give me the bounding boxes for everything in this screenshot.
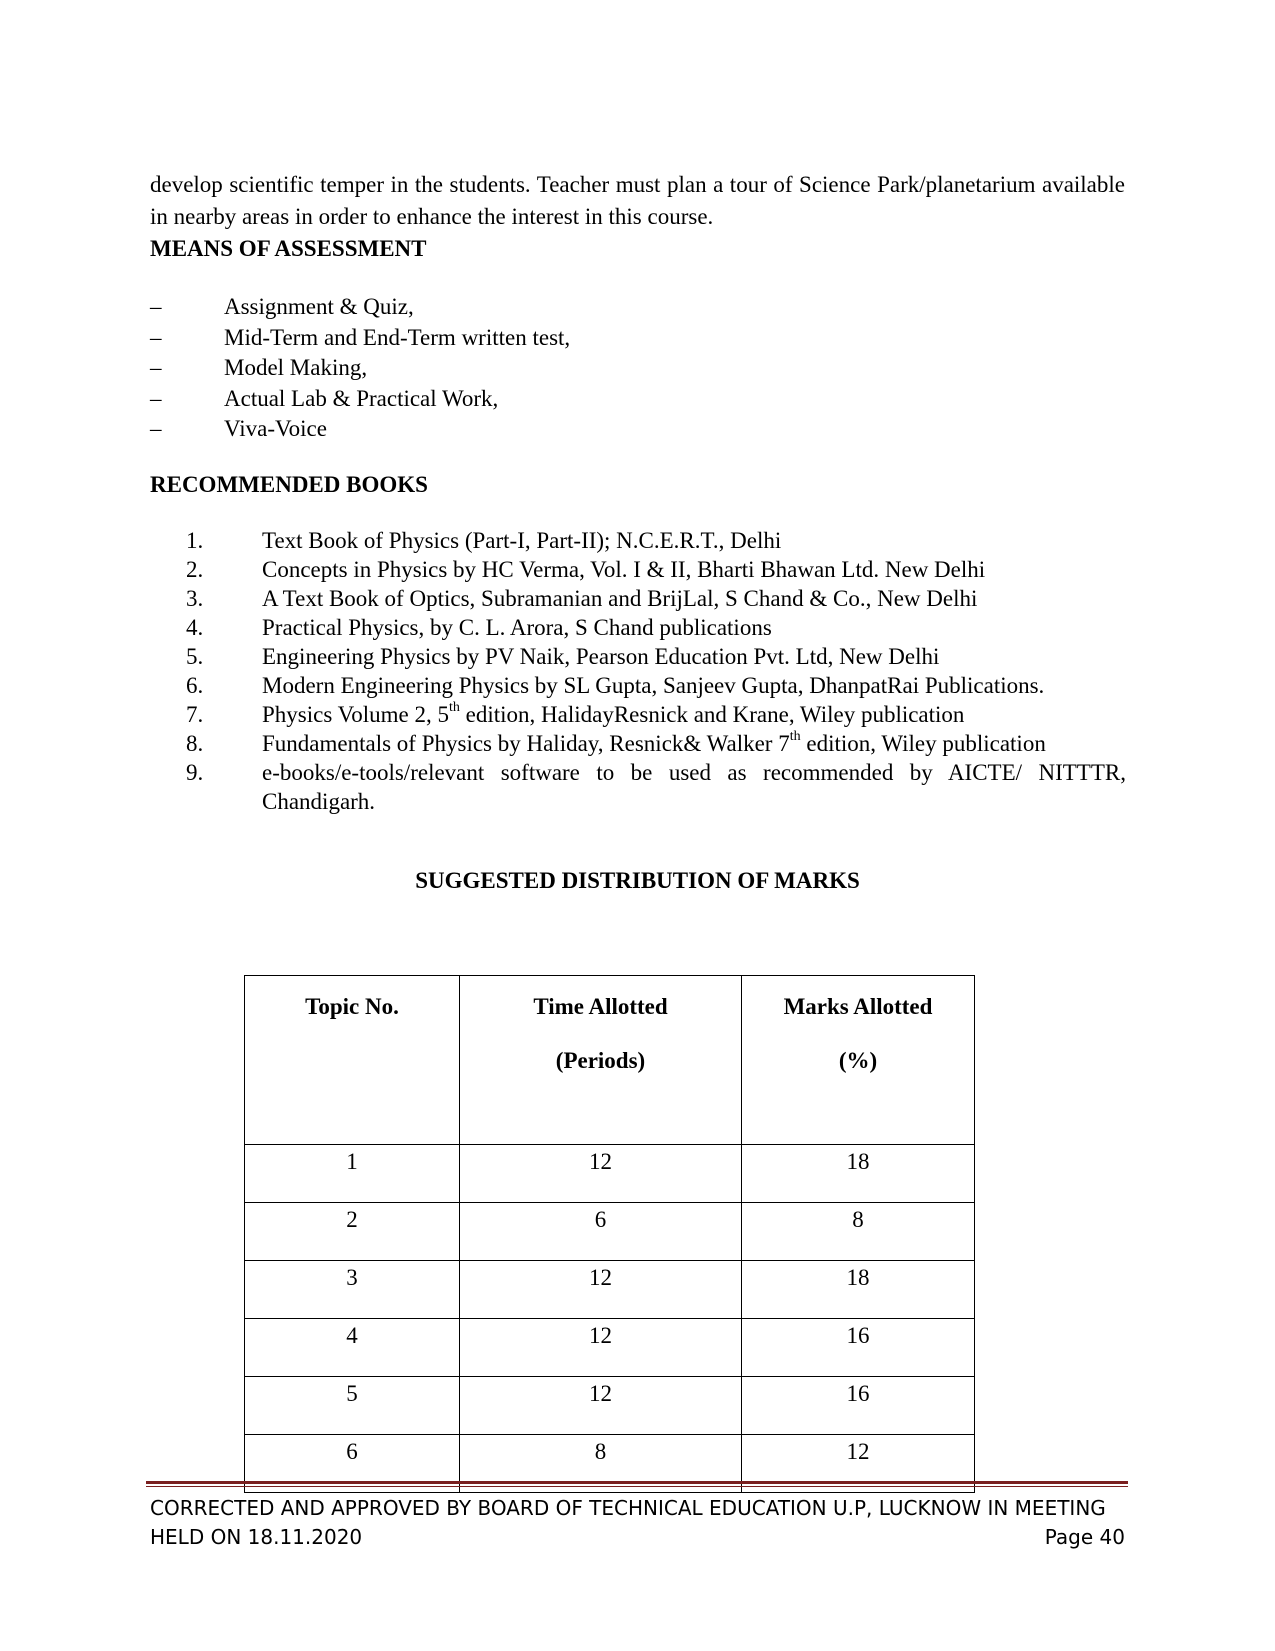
books-list bbox=[186, 526, 1126, 816]
table-cell: 2 bbox=[245, 1203, 460, 1261]
book-item bbox=[186, 671, 1126, 700]
header-topic-no bbox=[245, 976, 460, 1145]
table-row bbox=[245, 1319, 975, 1377]
dash-bullet: – bbox=[150, 324, 162, 350]
header-line: Time Allotted bbox=[533, 994, 668, 1019]
dash-bullet: – bbox=[150, 416, 162, 441]
book-item bbox=[186, 526, 1126, 555]
footer-divider bbox=[146, 1481, 1128, 1487]
list-item-text: Model Making, bbox=[224, 355, 368, 380]
book-number: 4. bbox=[186, 615, 204, 640]
book-text bbox=[262, 729, 1126, 758]
marks-table bbox=[244, 975, 975, 1493]
table-cell: 16 bbox=[742, 1377, 975, 1435]
list-item-text: Viva-Voice bbox=[224, 416, 327, 441]
header-time-allotted bbox=[460, 976, 742, 1145]
book-number: 3. bbox=[186, 586, 204, 611]
marks-heading: SUGGESTED DISTRIBUTION OF MARKS bbox=[415, 868, 860, 893]
book-item bbox=[186, 729, 1126, 758]
header-subline: (Periods) bbox=[555, 1048, 646, 1073]
table-cell: 8 bbox=[742, 1203, 975, 1261]
table-cell: 12 bbox=[460, 1377, 742, 1435]
table-row bbox=[245, 1377, 975, 1435]
book-text-main: Fundamentals of Physics by Haliday, Resnick& Walker 7 bbox=[262, 731, 790, 756]
table-cell: 1 bbox=[245, 1145, 460, 1203]
book-text: A Text Book of Optics, Subramanian and BrijLal, S Chand & Co., New Delhi bbox=[262, 586, 978, 611]
header-line: Marks Allotted bbox=[783, 994, 933, 1019]
table-cell: 18 bbox=[742, 1261, 975, 1319]
book-text-rest: edition, Wiley publication bbox=[800, 731, 1046, 756]
book-item bbox=[186, 584, 1126, 613]
page-footer bbox=[150, 1494, 1125, 1552]
list-item bbox=[150, 414, 570, 445]
ordinal-suffix: th bbox=[789, 729, 801, 745]
list-item bbox=[150, 384, 570, 415]
header-marks-allotted bbox=[742, 976, 975, 1145]
book-number: 7. bbox=[186, 702, 204, 727]
header-line: Topic No. bbox=[305, 994, 399, 1019]
book-text: Concepts in Physics by HC Verma, Vol. I & II, Bharti Bhawan Ltd. New Delhi bbox=[262, 557, 986, 582]
dash-bullet: – bbox=[150, 355, 162, 380]
table-cell: 4 bbox=[245, 1319, 460, 1377]
table-cell: 12 bbox=[460, 1145, 742, 1203]
book-text: e-books/e-tools/relevant software to be used as recommended by AICTE/ NITTTR, Chandigarh. bbox=[262, 760, 1126, 814]
book-text bbox=[262, 700, 1126, 729]
book-text-main: Physics Volume 2, 5 bbox=[262, 702, 450, 727]
book-number: 6. bbox=[186, 673, 204, 698]
book-text: Engineering Physics by PV Naik, Pearson Education Pvt. Ltd, New Delhi bbox=[262, 644, 940, 669]
list-item bbox=[150, 353, 570, 384]
table-row bbox=[245, 1261, 975, 1319]
list-item-text: Mid-Term and End-Term written test, bbox=[224, 324, 571, 350]
book-number: 8. bbox=[186, 731, 204, 756]
header-subline: (%) bbox=[838, 1048, 878, 1073]
book-number: 5. bbox=[186, 644, 204, 669]
table-cell: 6 bbox=[245, 1435, 460, 1493]
table-header-row bbox=[245, 976, 975, 1145]
assessment-list bbox=[150, 292, 570, 445]
table-cell: 12 bbox=[460, 1261, 742, 1319]
assessment-heading: MEANS OF ASSESSMENT bbox=[150, 236, 427, 261]
table-cell: 8 bbox=[460, 1435, 742, 1493]
list-item bbox=[150, 323, 570, 354]
table-row bbox=[245, 1145, 975, 1203]
dash-bullet: – bbox=[150, 294, 162, 319]
book-item bbox=[186, 642, 1126, 671]
book-item bbox=[186, 758, 1126, 816]
table-cell: 6 bbox=[460, 1203, 742, 1261]
book-item bbox=[186, 555, 1126, 584]
book-number: 2. bbox=[186, 557, 204, 582]
book-number: 1. bbox=[186, 528, 204, 553]
footer-line-2: HELD ON 18.11.2020 bbox=[150, 1525, 363, 1549]
table-cell: 3 bbox=[245, 1261, 460, 1319]
book-text: Practical Physics, by C. L. Arora, S Chand publications bbox=[262, 615, 772, 640]
dash-bullet: – bbox=[150, 385, 162, 411]
table-cell: 16 bbox=[742, 1319, 975, 1377]
book-text: Modern Engineering Physics by SL Gupta, Sanjeev Gupta, DhanpatRai Publications. bbox=[262, 673, 1045, 698]
table-cell: 18 bbox=[742, 1145, 975, 1203]
books-heading: RECOMMENDED BOOKS bbox=[150, 472, 428, 497]
list-item-text: Actual Lab & Practical Work, bbox=[224, 385, 499, 411]
table-row bbox=[245, 1203, 975, 1261]
intro-paragraph: develop scientific temper in the students. Teacher must plan a tour of Science Park/planetarium available in nearby areas in order to enhance the interest in this course. bbox=[150, 172, 1125, 229]
table-cell: 12 bbox=[460, 1319, 742, 1377]
table-cell: 5 bbox=[245, 1377, 460, 1435]
footer-line-1: CORRECTED AND APPROVED BY BOARD OF TECHNICAL EDUCATION U.P, LUCKNOW IN MEETING bbox=[150, 1496, 1106, 1520]
list-item-text: Assignment & Quiz, bbox=[224, 294, 414, 319]
page-number: Page 40 bbox=[1044, 1525, 1125, 1549]
book-item bbox=[186, 700, 1126, 729]
book-text-rest: edition, HalidayResnick and Krane, Wiley publication bbox=[459, 702, 965, 727]
list-item bbox=[150, 292, 570, 323]
book-item bbox=[186, 613, 1126, 642]
ordinal-suffix: th bbox=[449, 700, 460, 716]
book-text: Text Book of Physics (Part-I, Part-II); N.C.E.R.T., Delhi bbox=[262, 528, 782, 553]
book-number: 9. bbox=[186, 760, 204, 785]
table-cell: 12 bbox=[742, 1435, 975, 1493]
